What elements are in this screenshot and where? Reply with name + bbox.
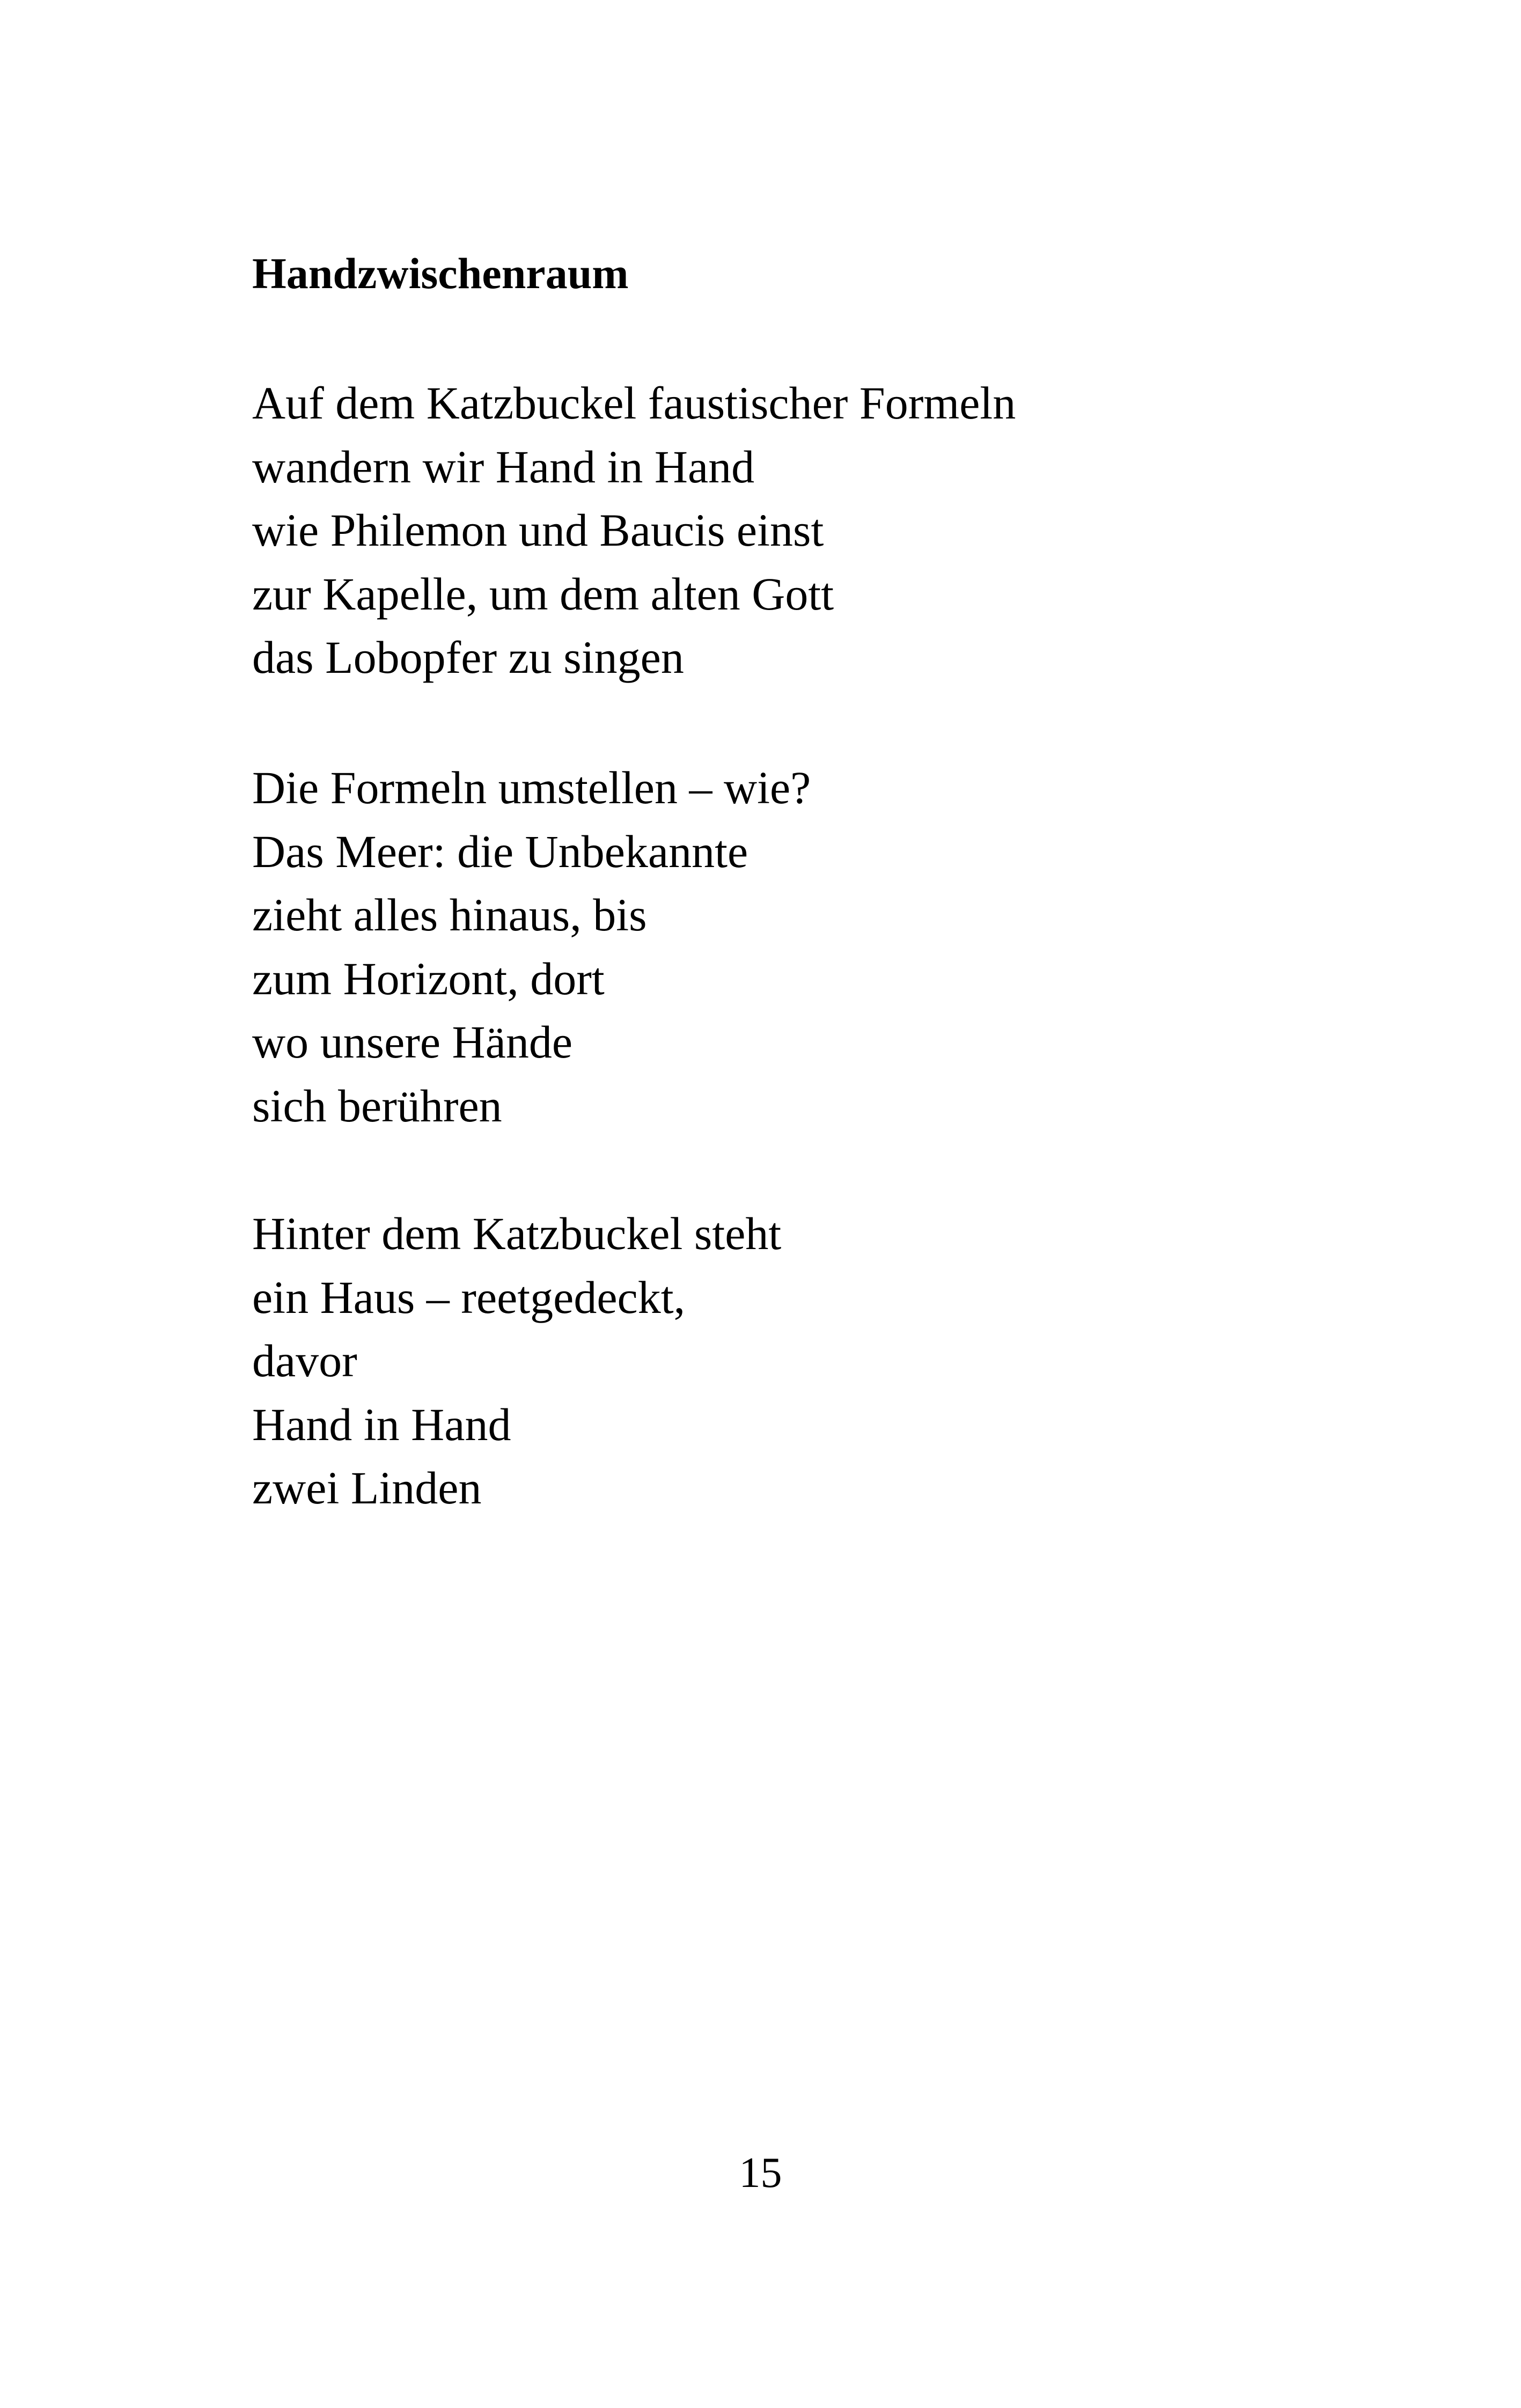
- poem-title: Handzwischenraum: [252, 249, 629, 298]
- stanza-1: [252, 371, 1016, 689]
- stanza-2: [252, 756, 811, 1137]
- poem-line: wo unsere Hände: [252, 1016, 573, 1068]
- poem-line: Die Formeln umstellen – wie?: [252, 762, 811, 813]
- poem-line: das Lobopfer zu singen: [252, 632, 684, 683]
- poem-line: Hinter dem Katzbuckel steht: [252, 1208, 782, 1259]
- stanza-3: [252, 1202, 781, 1520]
- poem-line: zieht alles hinaus, bis: [252, 889, 647, 941]
- poem-line: wandern wir Hand in Hand: [252, 441, 755, 493]
- poem-line: Das Meer: die Unbekannte: [252, 825, 748, 877]
- poem-line: davor: [252, 1335, 357, 1386]
- poem-line: Auf dem Katzbuckel faustischer Formeln: [252, 377, 1016, 429]
- poem-line: zum Horizont, dort: [252, 952, 605, 1004]
- poem-line: wie Philemon und Baucis einst: [252, 504, 824, 556]
- poem-line: ein Haus – reetgedeckt,: [252, 1271, 686, 1323]
- poem-line: sich berühren: [252, 1080, 502, 1132]
- poem-line: Hand in Hand: [252, 1398, 511, 1450]
- poem-line: zur Kapelle, um dem alten Gott: [252, 568, 834, 620]
- poem-line: zwei Linden: [252, 1462, 482, 1514]
- page-number: 15: [739, 2149, 782, 2197]
